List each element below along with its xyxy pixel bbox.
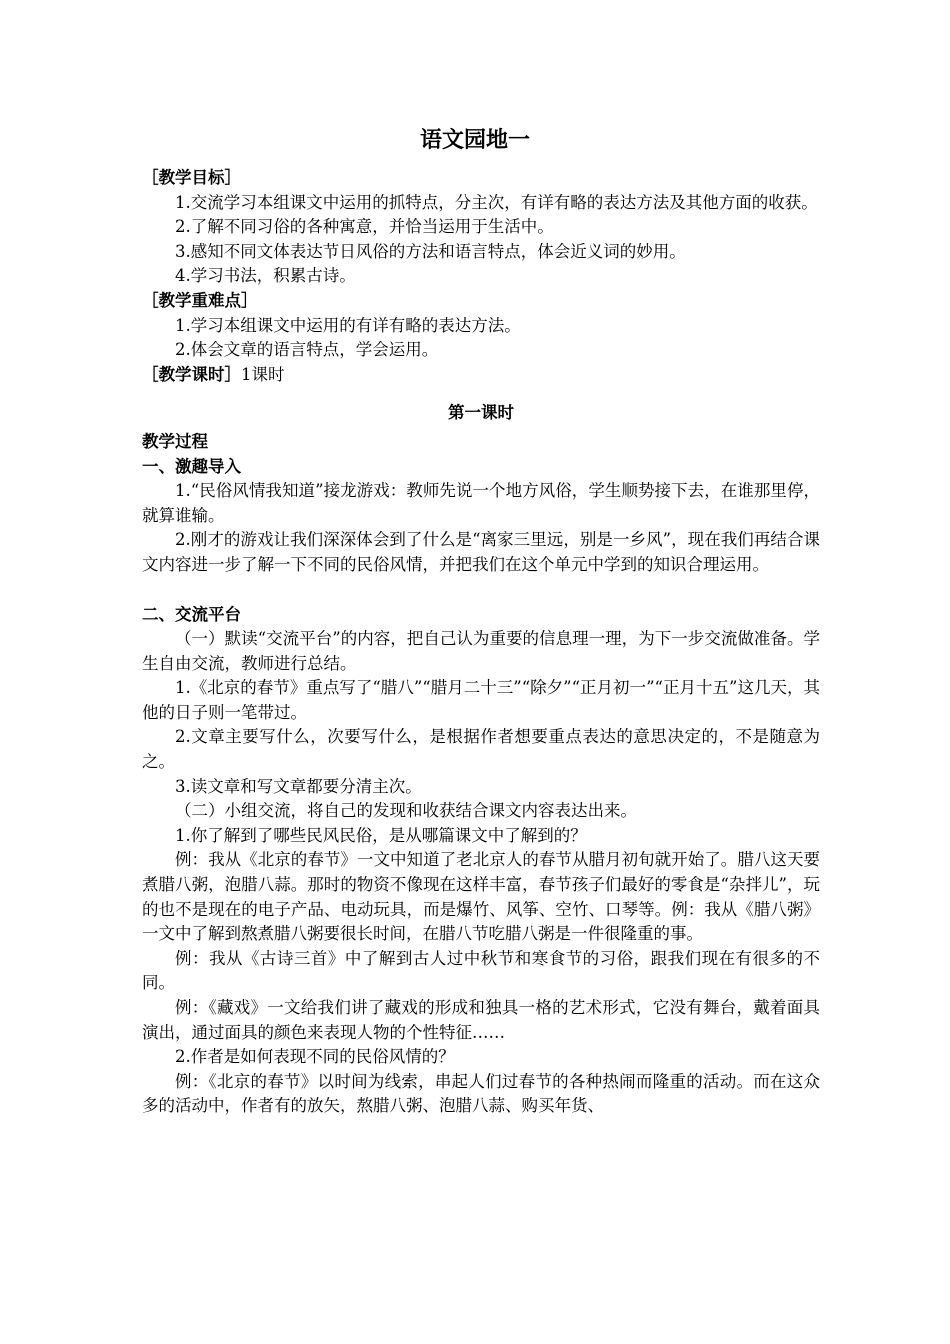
paragraph: 1.“民俗风情我知道”接龙游戏：教师先说一个地方风俗，学生顺势接下去，在谁那里停，就算谁输。: [142, 481, 820, 525]
hours-heading: ［教学课时］: [142, 364, 241, 384]
section1-heading: 一、激趣导入: [142, 456, 241, 476]
paragraph: 1.《北京的春节》重点写了“腊八”“腊月二十三”“除夕”“正月初一”“正月十五”这几天，其他的日子则一笔带过。: [142, 678, 820, 722]
paragraph: （一）默读“交流平台”的内容，把自己认为重要的信息理一理，为下一步交流做准备。学生自由交流，教师进行总结。: [142, 629, 820, 673]
hours-line: [142, 363, 820, 388]
paragraph: 2.文章主要写什么，次要写什么，是根据作者想要重点表达的意思决定的，不是随意为之。: [142, 727, 820, 772]
keypoint-item: 1.学习本组课文中运用的有详有略的表达方法。: [175, 315, 521, 335]
paragraph: 例：我从《古诗三首》中了解到古人过中秋节和寒食节的习俗，跟我们现在有很多的不同。: [142, 948, 820, 993]
page-title: 语文园地一: [419, 128, 530, 153]
document-body: [142, 166, 820, 1119]
paragraph: 2.作者是如何表现不同的民俗风情的？: [175, 1047, 455, 1067]
paragraph: 3.读文章和写文章都要分清主次。: [175, 776, 422, 796]
keypoint-item: 2.体会文章的语言特点，学会运用。: [175, 340, 439, 360]
objective-item: 3.感知不同文体表达节日风俗的方法和语言特点，体会近义词的妙用。: [175, 241, 686, 261]
section2-heading: 二、交流平台: [142, 604, 241, 624]
paragraph: 2.刚才的游戏让我们深深体会到了什么是“离家三里远，别是一乡风”，现在我们再结合课文内容进一步了解一下不同的民俗风情，并把我们在这个单元中学到的知识合理运用。: [142, 530, 820, 574]
process-heading: 教学过程: [142, 431, 208, 451]
paragraph: （二）小组交流，将自己的发现和收获结合课文内容表达出来。: [175, 801, 637, 821]
objective-item: 4.学习书法，积累古诗。: [175, 266, 356, 286]
hours-value: 1课时: [241, 364, 285, 384]
objective-item: 1.交流学习本组课文中运用的抓特点，分主次，有详有略的表达方法及其他方面的收获。: [175, 192, 818, 212]
paragraph: 例：《北京的春节》以时间为线索，串起人们过春节的各种热闹而隆重的活动。而在这众多的活动中，作者有的放矢，熬腊八粥、泡腊八蒜、购买年货、: [142, 1071, 820, 1116]
lesson-heading: 第一课时: [448, 403, 514, 423]
paragraph: 例：《藏戏》一文给我们讲了藏戏的形成和独具一格的艺术形式，它没有舞台，戴着面具演出，通过面具的颜色来表现人物的个性特征……: [142, 998, 820, 1042]
objective-item: 2.了解不同习俗的各种寓意，并恰当运用于生活中。: [175, 217, 554, 237]
paragraph: 1.你了解到了哪些民风民俗，是从哪篇课文中了解到的？: [175, 825, 587, 845]
objectives-heading: ［教学目标］: [142, 168, 241, 187]
paragraph: 例：我从《北京的春节》一文中知道了老北京人的春节从腊月初旬就开始了。腊八这天要煮腊八粥，泡腊八蒜。那时的物资不像现在这样丰富，春节孩子们最好的零食是“杂拌儿”，玩的也不是现在的电子产品、电动玩具，而是爆竹、风筝、空竹、口琴等。例：我从《腊八粥》一文中了解到熬煮腊八粥要很长时间，在腊八节吃腊八粥是一件很隆重的事。: [142, 850, 820, 944]
keypoints-heading: ［教学重难点］: [142, 290, 258, 310]
